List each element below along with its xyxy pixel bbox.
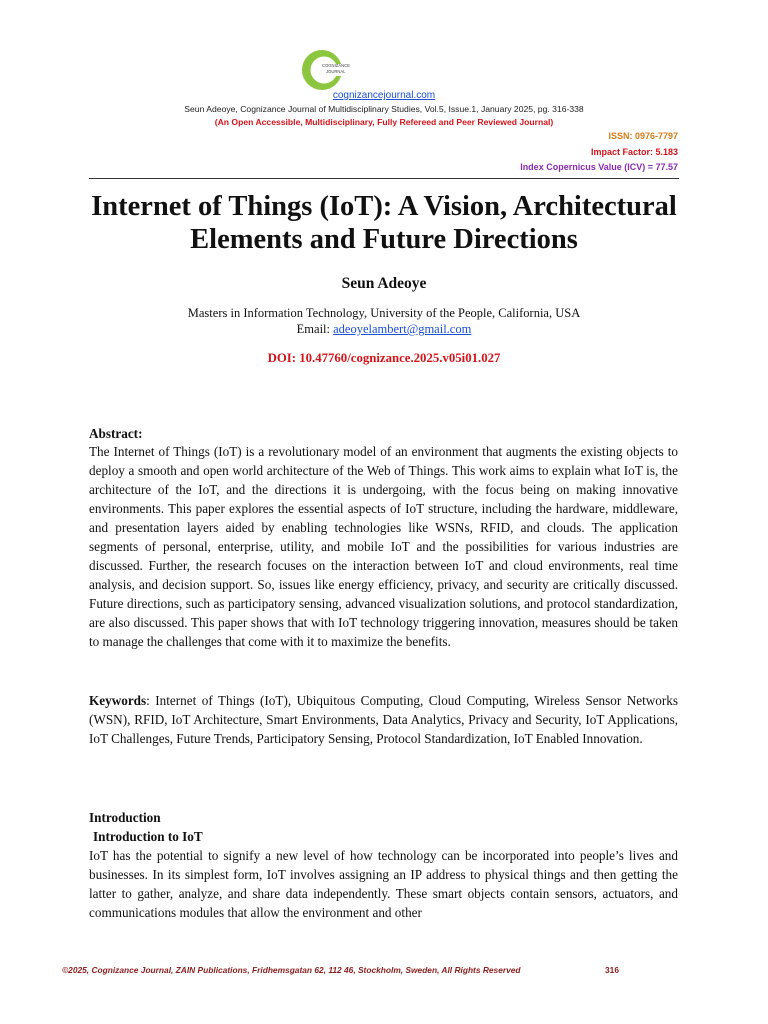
journal-url-link[interactable]: cognizancejournal.com (332, 90, 436, 101)
svg-text:COGNIZANCE: COGNIZANCE (322, 63, 350, 68)
page-number: 316 (605, 965, 619, 975)
introduction-heading: Introduction (89, 810, 161, 825)
keywords-text: : Internet of Things (IoT), Ubiquitous Computing, Cloud Computing, Wireless Sensor Networks (WSN), RFID, IoT Architecture, Smart Environments, Data Analytics, Privacy and Security, IoT Applications, IoT Challenges, Future Trends, Participatory Sensing, Protocol Standardization, IoT Enabled Innovation. (89, 693, 678, 746)
author-name: Seun Adeoye (341, 275, 427, 292)
journal-logo (300, 46, 362, 94)
issn-label: ISSN: 0976-7797 (608, 131, 678, 141)
svg-text:JOURNAL: JOURNAL (326, 69, 346, 74)
paper-title: Internet of Things (IoT): A Vision, Architectural Elements and Future Directions (91, 191, 677, 255)
impact-factor-label: Impact Factor: 5.183 (590, 147, 678, 157)
icv-label: Index Copernicus Value (ICV) = 77.57 (520, 162, 678, 172)
citation-line: Seun Adeoye, Cognizance Journal of Multidisciplinary Studies, Vol.5, Issue.1, January 2025, pg. 316-338 (184, 104, 584, 114)
abstract-text: The Internet of Things (IoT) is a revolutionary model of an environment that augments the existing objects to deploy a smooth and open world architecture of the Web of Things. This work aims to explain what IoT is, the architecture of the IoT, and the directions it is undergoing, with the focus being on making innovative environments. This paper explores the essential aspects of IoT structure, including the hardware, middleware, and presentation layers aided by enabling technologies like WSNs, RFID, and clouds. The application segments of personal, enterprise, utility, and mobile IoT and the possibilities for various industries are discussed. Further, the research focuses on the interaction between IoT and cloud environments, real time analysis, and decision support. So, issues like energy efficiency, privacy, and security are critically discussed. Future directions, such as participatory sensing, advanced visualization solutions, and protocol standardization, are also discussed. This paper shows that with IoT technology triggering innovation, measures should be taken to manage the challenges that come with it to maximize the benefits. (89, 444, 678, 649)
open-access-note: (An Open Accessible, Multidisciplinary, Fully Refereed and Peer Reviewed Journal) (214, 117, 554, 127)
header-divider (89, 178, 679, 179)
email-label: Email: (296, 322, 334, 336)
author-email-line (0, 322, 768, 337)
author-affiliation: Masters in Information Technology, University of the People, California, USA (187, 306, 581, 320)
keywords-label: Keywords (89, 693, 147, 708)
abstract-heading: Abstract: (89, 426, 143, 441)
doi-label: DOI: 10.47760/cognizance.2025.v05i01.027 (267, 351, 501, 365)
keywords-paragraph (89, 691, 678, 748)
introduction-text: IoT has the potential to signify a new level of how technology can be incorporated into people’s lives and businesses. In its simplest form, IoT involves assigning an IP address to physical things and then getting the latter to gather, analyze, and share data independently. These smart objects contain sensors, actuators, and communications modules that allow the environment and other (89, 848, 678, 920)
footer-copyright: ©2025, Cognizance Journal, ZAIN Publications, Fridhemsgatan 62, 112 46, Stockholm, Sweden, All Rights Reserved (62, 965, 521, 975)
author-email-link[interactable]: adeoyelambert@gmail.com (333, 322, 472, 336)
introduction-subheading: Introduction to IoT (93, 829, 203, 844)
